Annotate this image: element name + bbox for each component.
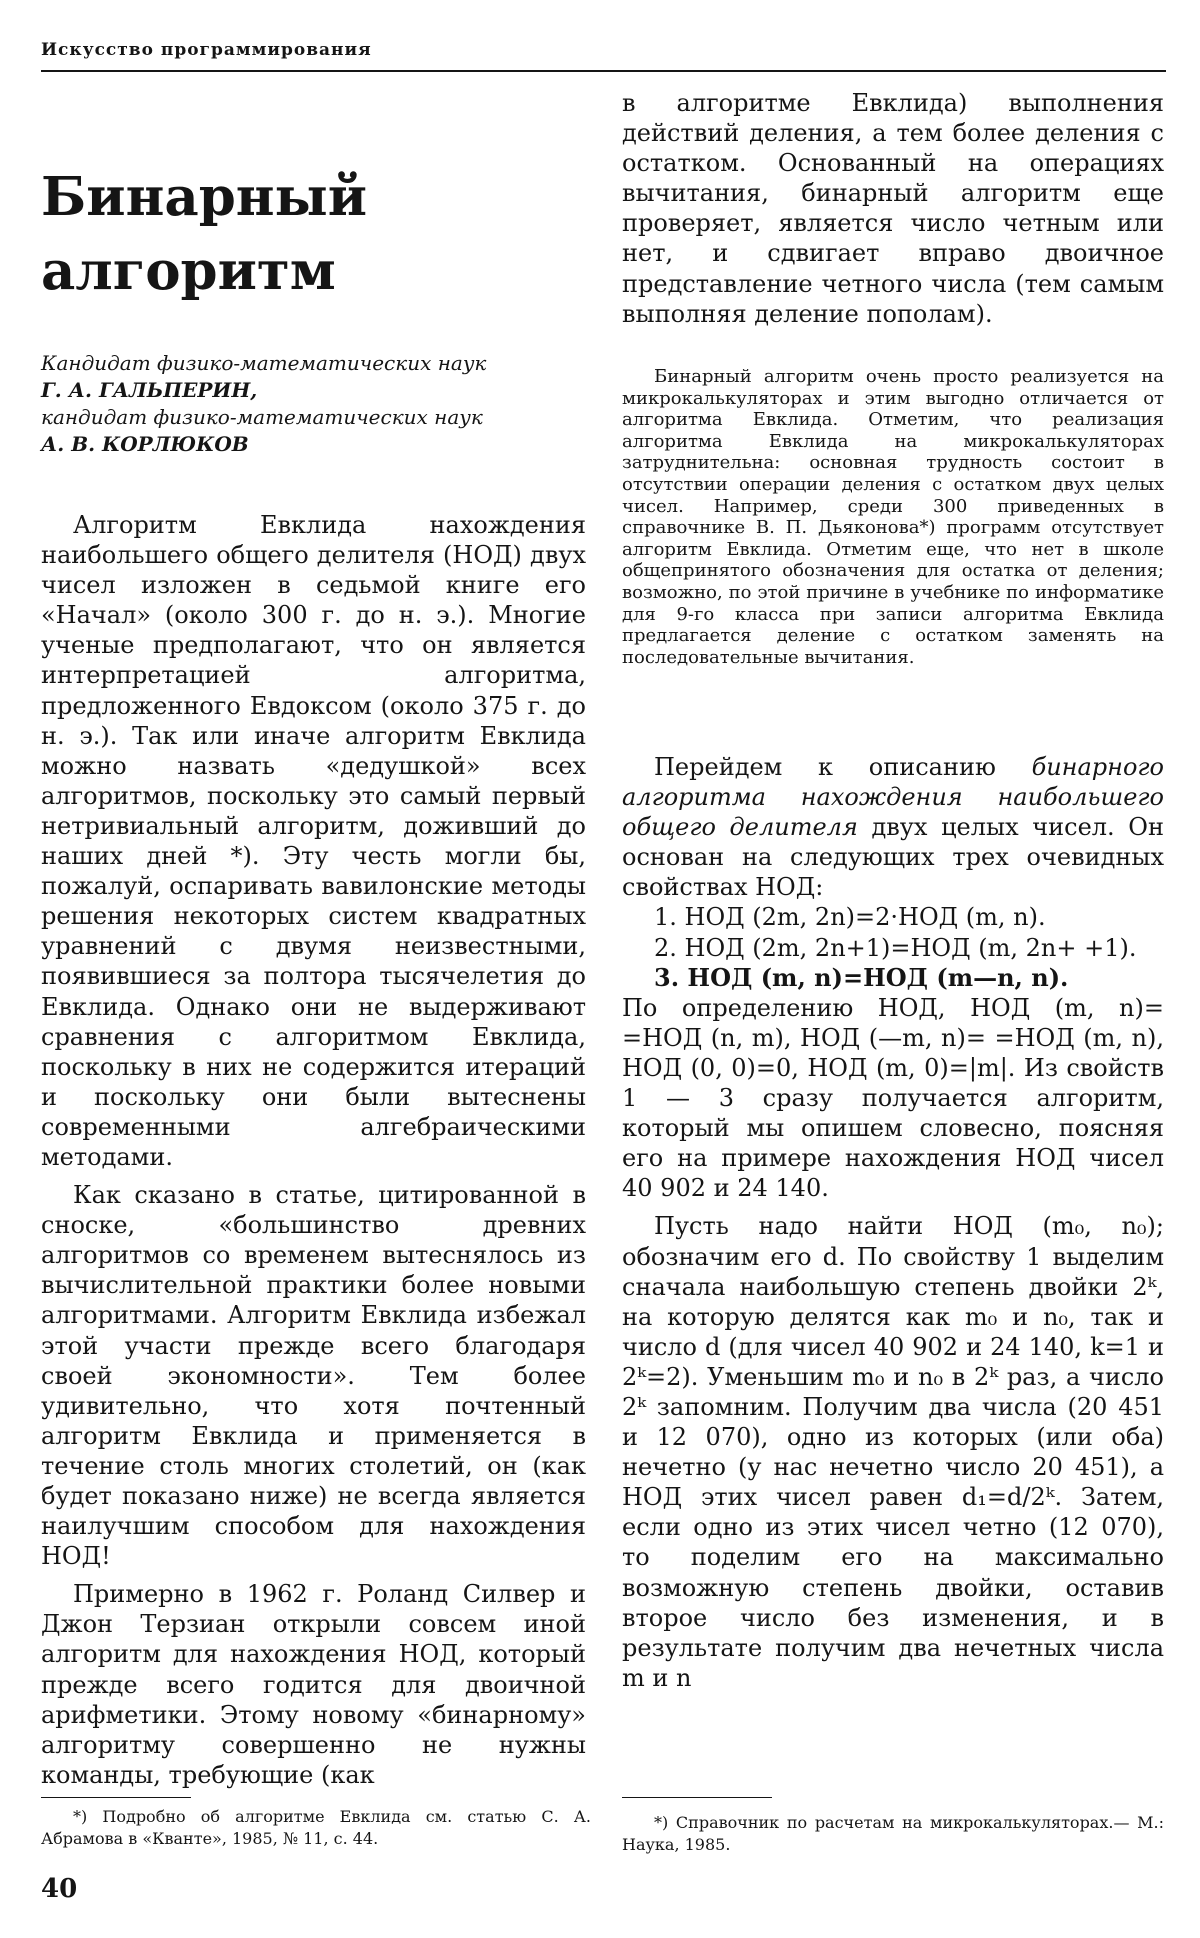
footnote-right (622, 1812, 1164, 1856)
intro-text-b: двух целых чисел. Он основан на следующих трех очевидных свойствах НОД: (622, 813, 1164, 902)
left-paragraph-3: Примерно в 1962 г. Роланд Силвер и Джон Терзиан открыли совсем иной алгоритм для нахождения НОД, который прежде всего годится для двоичной арифметики. Этому новому «бинарному» алгоритму совершенно не нужны команды, требующие (как (41, 1580, 586, 1789)
left-column (41, 510, 586, 1790)
author-block (41, 350, 611, 458)
intro-emphasis: бинарного алгоритма нахождения наибольшего общего делителя (622, 753, 1164, 842)
author-2-credential: кандидат физико-математических наук (41, 405, 483, 429)
right-paragraph-continuation: в алгоритме Евклида) выполнения действий деления, а тем более деления с остатком. Основанный на операциях вычитания, бинарный алгоритм еще проверяет, является число четным или нет, и сдвигает вправо двоичное представление четного числа (тем самым выполняя деление пополам). (622, 89, 1164, 328)
title-line-2: алгоритм (41, 240, 336, 302)
left-paragraph-2: Как сказано в статье, цитированной в сноске, «большинство древних алгоритмов со временем вытеснялось из вычислительной практики более новыми алгоритмами. Алгоритм Евклида избежал этой участи прежде всего благодаря своей экономности». Тем более удивительно, что хотя почтенный алгоритм Евклида и применяется в течение столь многих столетий, он (как будет показано ниже) не всегда является наилучшим способом для нахождения НОД! (41, 1181, 586, 1571)
footnote-left-text: *) Подробно об алгоритме Евклида см. статью С. А. Абрамова в «Кванте», 1985, № 11, с. 44. (41, 1807, 591, 1848)
footnote-left (41, 1806, 591, 1850)
intro-text-a: Перейдем к описанию (654, 753, 1032, 781)
article-title (41, 160, 367, 308)
small-print-paragraph: Бинарный алгоритм очень просто реализуется на микрокалькуляторах и этим выгодно отличается от алгоритма Евклида. Отметим, что реализация алгоритма Евклида на микрокалькуляторах затруднительна: основная трудность состоит в отсутствии операции деления с остатком двух целых чисел. Например, среди 300 приведенных в справочнике В. П. Дьяконова*) программ отсутствует алгоритм Евклида. Отметим еще, что нет в школе общепринятого обозначения для остатка от деления; возможно, по этой причине в учебнике по информатике для 9-го класса при записи алгоритма Евклида предлагается деление с остатком заменять на последовательные вычитания. (622, 366, 1164, 668)
header-rule (41, 70, 1166, 72)
page-number: 40 (41, 1874, 78, 1904)
author-1-credential: Кандидат физико-математических наук (41, 351, 487, 375)
author-2-name: А. В. КОРЛЮКОВ (41, 432, 249, 456)
title-line-1: Бинарный (41, 166, 368, 228)
right-column-main (622, 752, 1164, 1693)
footnote-rule-left (41, 1797, 191, 1798)
author-1-name: Г. А. ГАЛЬПЕРИН, (41, 378, 258, 402)
footnote-right-text: *) Справочник по расчетам на микрокалькуляторах.— М.: Наука, 1985. (622, 1813, 1164, 1854)
property-2: 2. НОД (2m, 2n+1)=НОД (m, 2n+ +1). (654, 933, 1137, 962)
property-1: 1. НОД (2m, 2n)=2·НОД (m, n). (654, 903, 1046, 932)
right-column-continuation (622, 88, 1164, 329)
left-paragraph-1: Алгоритм Евклида нахождения наибольшего общего делителя (НОД) двух чисел изложен в седьмой книге его «Начал» (около 300 г. до н. э.). Многие ученые предполагают, что он является интерпретацией алгоритма, предложенного Евдоксом (около 375 г. до н. э.). Так или иначе алгоритм Евклида можно назвать «дедушкой» всех алгоритмов, поскольку это самый первый нетривиальный алгоритм, доживший до наших дней *). Эту честь могли бы, пожалуй, оспаривать вавилонские методы решения некоторых систем квадратных уравнений с двумя неизвестными, появившиеся за полтора тысячелетия до Евклида. Однако они не выдерживают сравнения с алгоритмом Евклида, поскольку в них не содержится итераций и поскольку они были вытеснены современными алгебраическими методами. (41, 511, 586, 1171)
section-header: Искусство программирования (41, 40, 372, 60)
right-column-small-print (622, 366, 1164, 668)
intro-paragraph (622, 752, 1164, 902)
property-3: 3. НОД (m, n)=НОД (m—n, n). (654, 962, 1069, 992)
definition-paragraph: По определению НОД, НОД (m, n)= =НОД (n, m), НОД (—m, n)= =НОД (m, n), НОД (0, 0)=0, НОД (m, 0)=|m|. Из свойств 1 — 3 сразу получается алгоритм, который мы опишем словесно, поясняя его на примере нахождения НОД чисел 40 902 и 24 140. (622, 993, 1164, 1203)
algorithm-paragraph: Пусть надо найти НОД (m₀, n₀); обозначим его d. По свойству 1 выделим сначала наибольшую степень двойки 2ᵏ, на которую делятся как m₀ и n₀, так и число d (для чисел 40 902 и 24 140, k=1 и 2ᵏ=2). Уменьшим m₀ и n₀ в 2ᵏ раз, а число 2ᵏ запомним. Получим два числа (20 451 и 12 070), одно из которых (или оба) нечетно (у нас нечетно число 20 451), а НОД этих чисел равен d₁=d/2ᵏ. Затем, если одно из этих чисел четно (12 070), то поделим его на максимально возможную степень двойки, оставив второе число без изменения, и в результате получим два нечетных числа m и n (622, 1212, 1164, 1692)
footnote-rule-right (622, 1797, 772, 1798)
